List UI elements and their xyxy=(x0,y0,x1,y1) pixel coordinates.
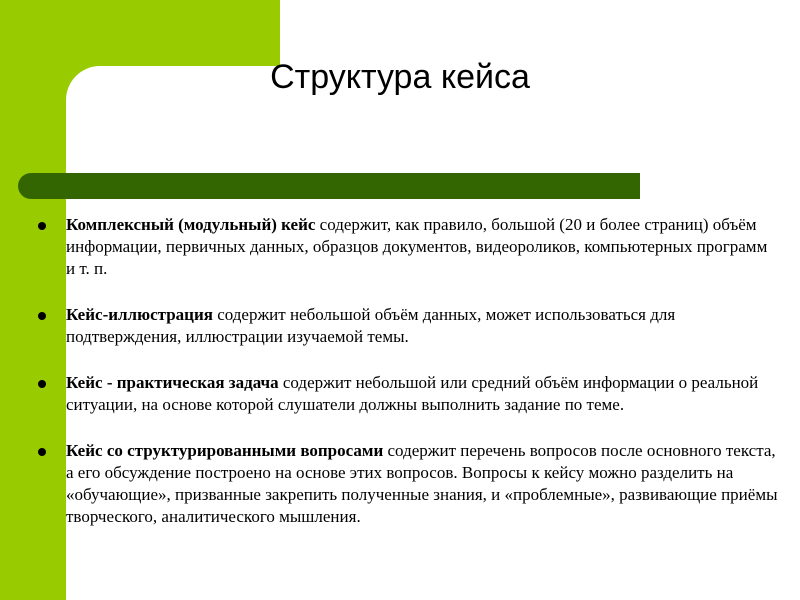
bullet-item xyxy=(38,304,778,348)
bullet-list xyxy=(38,214,778,528)
slide-title: Структура кейса xyxy=(270,58,530,96)
bullet-item xyxy=(38,372,778,416)
bullet-term: Кейс со структурированными вопросами xyxy=(66,441,384,460)
bullet-item xyxy=(38,214,778,280)
bullet-description: содержит небольшой объём данных, может использоваться для подтверждения, иллюстрации изучаемой темы. xyxy=(66,305,676,346)
bullet-term: Комплексный (модульный) кейс xyxy=(66,215,316,234)
bullet-dot-icon xyxy=(38,222,46,230)
bullet-item xyxy=(38,440,778,528)
bullet-term: Кейс-иллюстрация xyxy=(66,305,213,324)
bullet-description: содержит перечень вопросов после основного текста, а его обсуждение построено на основе этих вопросов. Вопросы к кейсу можно разделить на «обучающие», призванные закрепить полученные знания, и «проблемные», развивающие приёмы творческого, аналитического мышления. xyxy=(66,441,778,526)
bullet-description: содержит, как правило, большой (20 и более страниц) объём информации, первичных данных, образцов документов, видеороликов, компьютерных программ и т. п. xyxy=(66,215,768,278)
bullet-description: содержит небольшой или средний объём информации о реальной ситуации, на основе которой слушатели должны выполнить задание по теме. xyxy=(66,373,759,414)
bullet-dot-icon xyxy=(38,448,46,456)
title-divider-bar xyxy=(18,173,640,199)
bullet-term: Кейс - практическая задача xyxy=(66,373,279,392)
bullet-dot-icon xyxy=(38,312,46,320)
bullet-dot-icon xyxy=(38,380,46,388)
